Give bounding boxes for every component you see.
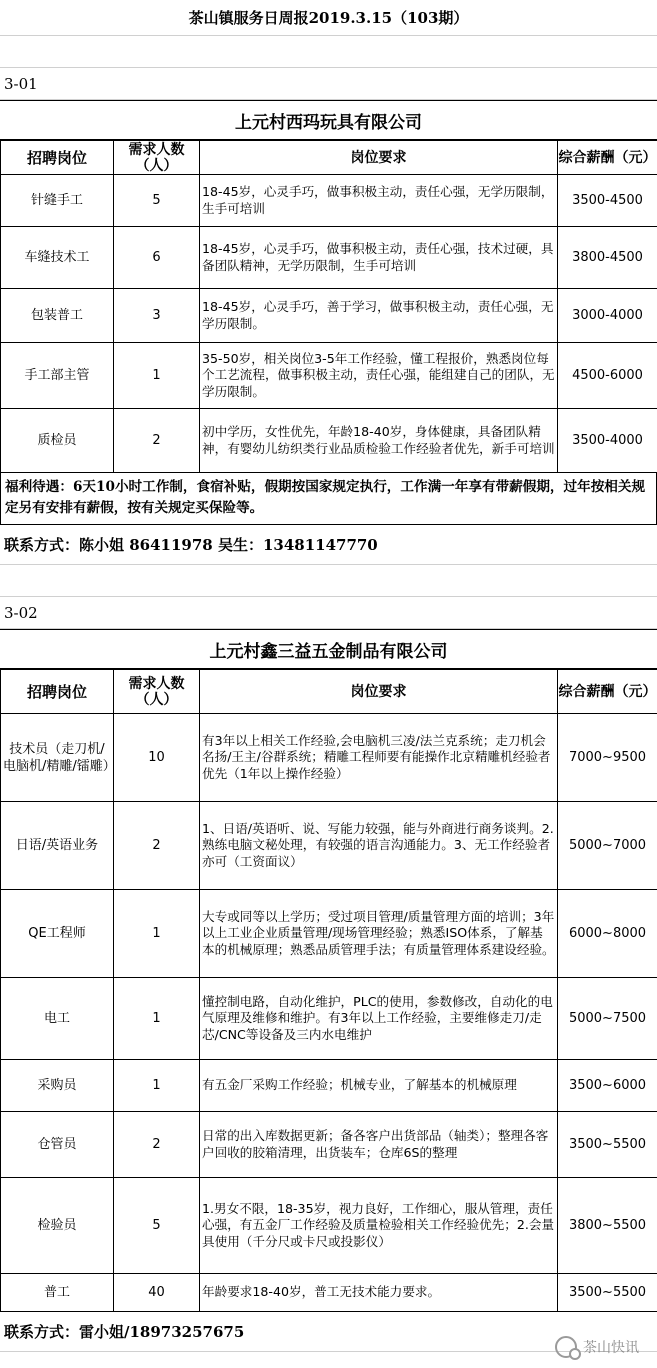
salary-cell: 3500~6000 <box>558 1060 657 1112</box>
header-requirements: 岗位要求 <box>200 670 558 714</box>
requirements-cell: 有3年以上相关工作经验,会电脑机三凌/法兰克系统；走刀机会名扬/王主/谷群系统；精雕工程师要有能操作北京精雕机经验者优先（1年以上操作经验） <box>200 714 558 802</box>
salary-cell: 5000~7000 <box>558 802 657 890</box>
count-cell: 1 <box>114 978 200 1060</box>
header-position: 招聘岗位 <box>1 670 114 714</box>
requirements-cell: 懂控制电路，自动化维护，PLC的使用，参数修改，自动化的电气原理及维修和维护。有3年以上工作经验，主要维修走刀/走芯/CNC等设备及三内水电维护 <box>200 978 558 1060</box>
header-count: 需求人数（人） <box>114 141 200 175</box>
requirements-cell: 35-50岁，相关岗位3-5年工作经验，懂工程报价，熟悉岗位每个工艺流程，做事积极主动，责任心强，能组建自己的团队，无学历限制。 <box>200 343 558 409</box>
count-cell: 6 <box>114 227 200 289</box>
count-cell: 5 <box>114 1178 200 1274</box>
requirements-cell: 年龄要求18-40岁，普工无技术能力要求。 <box>200 1274 558 1312</box>
salary-cell: 3500-4500 <box>558 175 657 227</box>
count-cell: 10 <box>114 714 200 802</box>
blank-row <box>0 565 657 597</box>
requirements-cell: 有五金厂采购工作经验；机械专业，了解基本的机械原理 <box>200 1060 558 1112</box>
count-cell: 2 <box>114 802 200 890</box>
position-cell: 技术员（走刀机/电脑机/精雕/镭雕） <box>1 714 114 802</box>
count-cell: 5 <box>114 175 200 227</box>
contact-line: 联系方式：陈小姐 86411978 吴生：13481147770 <box>0 525 657 565</box>
position-cell: 仓管员 <box>1 1112 114 1178</box>
company-name: 上元村西玛玩具有限公司 <box>0 100 657 140</box>
position-cell: QE工程师 <box>1 890 114 978</box>
table-row <box>1 175 657 227</box>
requirements-cell: 日常的出入库数据更新；备各客户出货部品（轴类）；整理各客户回收的胶箱清理，出货装车；仓库6S的整理 <box>200 1112 558 1178</box>
salary-cell: 4500-6000 <box>558 343 657 409</box>
position-cell: 质检员 <box>1 409 114 473</box>
position-cell: 检验员 <box>1 1178 114 1274</box>
salary-cell: 6000~8000 <box>558 890 657 978</box>
position-cell: 包装普工 <box>1 289 114 343</box>
table-header-row <box>1 141 657 175</box>
table-row <box>1 1112 657 1178</box>
table-row <box>1 978 657 1060</box>
wechat-icon <box>555 1336 577 1358</box>
count-cell: 1 <box>114 343 200 409</box>
count-cell: 3 <box>114 289 200 343</box>
table-row <box>1 343 657 409</box>
requirements-cell: 1.男女不限，18-35岁，视力良好，工作细心，服从管理，责任心强，有五金厂工作经验及质量检验相关工作经验优先；2.会量具使用（千分尺或卡尺或投影仪） <box>200 1178 558 1274</box>
header-position: 招聘岗位 <box>1 141 114 175</box>
report-title: 茶山镇服务日周报2019.3.15（103期） <box>0 0 657 36</box>
salary-cell: 3500~5500 <box>558 1274 657 1312</box>
watermark-text: 茶山快讯 <box>583 1340 639 1356</box>
requirements-cell: 初中学历，女性优先，年龄18-40岁，身体健康，具备团队精神，有婴幼儿纺织类行业品质检验工作经验者优先，新手可培训 <box>200 409 558 473</box>
count-cell: 2 <box>114 409 200 473</box>
company-name: 上元村鑫三益五金制品有限公司 <box>0 629 657 669</box>
watermark <box>555 1336 639 1358</box>
requirements-cell: 18-45岁，心灵手巧，做事积极主动，责任心强，技术过硬，具备团队精神，无学历限制，生手可培训 <box>200 227 558 289</box>
requirements-cell: 18-45岁，心灵手巧，善于学习，做事积极主动，责任心强，无学历限制。 <box>200 289 558 343</box>
count-cell: 1 <box>114 890 200 978</box>
table-row <box>1 409 657 473</box>
table-row <box>1 1060 657 1112</box>
salary-cell: 3800-4500 <box>558 227 657 289</box>
count-cell: 40 <box>114 1274 200 1312</box>
contact-line: 联系方式：雷小姐/18973257675 <box>0 1312 657 1352</box>
salary-cell: 5000~7500 <box>558 978 657 1060</box>
job-table <box>0 669 657 1312</box>
count-cell: 2 <box>114 1112 200 1178</box>
table-row <box>1 714 657 802</box>
section-code: 3-01 <box>0 68 657 100</box>
salary-cell: 7000~9500 <box>558 714 657 802</box>
section-code: 3-02 <box>0 597 657 629</box>
header-salary: 综合薪酬（元） <box>558 141 657 175</box>
table-row <box>1 289 657 343</box>
table-header-row <box>1 670 657 714</box>
header-count: 需求人数（人） <box>114 670 200 714</box>
position-cell: 普工 <box>1 1274 114 1312</box>
table-row <box>1 1178 657 1274</box>
salary-cell: 3500~5500 <box>558 1112 657 1178</box>
blank-row <box>0 36 657 68</box>
table-row <box>1 1274 657 1312</box>
table-row <box>1 890 657 978</box>
position-cell: 车缝技术工 <box>1 227 114 289</box>
position-cell: 手工部主管 <box>1 343 114 409</box>
benefit-text: 福利待遇：6天10小时工作制，食宿补贴，假期按国家规定执行，工作满一年享有带薪假期，过年按相关规定另有安排有薪假，按有关规定买保险等。 <box>0 473 657 525</box>
requirements-cell: 大专或同等以上学历；受过项目管理/质量管理方面的培训；3年以上工业企业质量管理/现场管理经验；熟悉ISO体系，了解基本的机械原理；熟悉品质管理手法；有质量管理体系建设经验。 <box>200 890 558 978</box>
salary-cell: 3800~5500 <box>558 1178 657 1274</box>
salary-cell: 3500-4000 <box>558 409 657 473</box>
position-cell: 采购员 <box>1 1060 114 1112</box>
header-requirements: 岗位要求 <box>200 141 558 175</box>
requirements-cell: 1、日语/英语听、说、写能力较强，能与外商进行商务谈判。2.熟练电脑文秘处理，有较强的语言沟通能力。3、无工作经验者亦可（工资面议） <box>200 802 558 890</box>
header-salary: 综合薪酬（元） <box>558 670 657 714</box>
salary-cell: 3000-4000 <box>558 289 657 343</box>
table-row <box>1 227 657 289</box>
table-row <box>1 802 657 890</box>
position-cell: 电工 <box>1 978 114 1060</box>
position-cell: 针缝手工 <box>1 175 114 227</box>
requirements-cell: 18-45岁，心灵手巧，做事积极主动，责任心强，无学历限制，生手可培训 <box>200 175 558 227</box>
count-cell: 1 <box>114 1060 200 1112</box>
position-cell: 日语/英语业务 <box>1 802 114 890</box>
job-table <box>0 140 657 473</box>
